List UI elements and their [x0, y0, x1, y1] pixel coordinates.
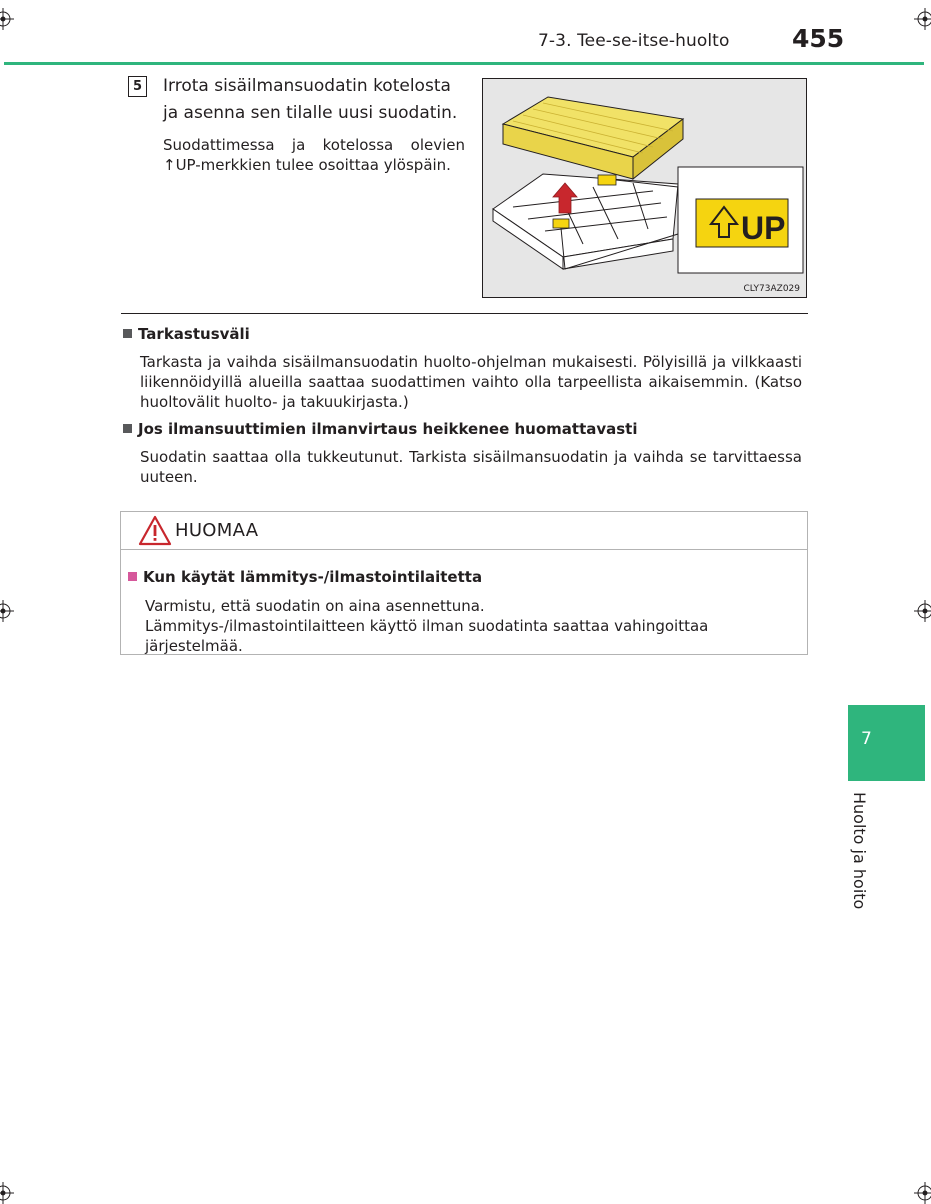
registration-mark-mid-right [914, 600, 931, 622]
bullet-square-icon [128, 572, 137, 581]
up-label: UP [741, 210, 786, 246]
cabin-filter-drawing [483, 79, 807, 298]
notice-heading-text: Kun käytät lämmitys-/ilmastointilaitetta [143, 568, 483, 586]
section-title: 7-3. Tee-se-itse-huolto [538, 31, 730, 51]
step-instruction: Irrota sisäilmansuodatin kotelosta ja asenna sen tilalle uusi suodatin. [163, 76, 458, 123]
registration-mark-mid-left [0, 600, 14, 622]
section-divider [121, 313, 808, 314]
bullet-square-icon [123, 329, 132, 338]
filter-element [503, 97, 683, 185]
filter-housing [493, 174, 678, 269]
notice-body [145, 596, 805, 656]
notice-header-divider [121, 549, 807, 550]
warning-triangle-icon [138, 515, 172, 550]
bullet-square-icon [123, 424, 132, 433]
section-body-airflow: Suodatin saattaa olla tukkeutunut. Tarkista sisäilmansuodatin ja vaihda se tarvittaessa uuteen. [140, 448, 802, 486]
step-note-line-2: ↑UP-merkkien tulee osoittaa ylöspäin. [163, 156, 451, 174]
filter-illustration [482, 78, 807, 298]
step-note [163, 135, 465, 175]
step-number-badge: 5 [128, 76, 147, 97]
notice-title: HUOMAA [175, 520, 259, 541]
notice-line-1: Varmistu, että suodatin on aina asennettuna. [145, 597, 485, 615]
header-rule [4, 62, 924, 65]
page-number: 455 [792, 24, 845, 53]
step-note-line-1: Suodattimessa ja kotelossa olevien [163, 136, 465, 154]
chapter-number: 7 [861, 729, 872, 749]
section-heading-text: Tarkastusväli [138, 325, 250, 343]
section-heading-text: Jos ilmansuuttimien ilmanvirtaus heikkenee huomattavasti [138, 420, 638, 438]
chapter-tab [848, 705, 925, 781]
registration-mark-top-left [0, 8, 14, 30]
section-heading-airflow [123, 420, 638, 438]
section-body-inspection: Tarkasta ja vaihda sisäilmansuodatin huolto-ohjelman mukaisesti. Pölyisillä ja vilkkaasti liikennöidyillä alueilla saattaa suodattimen vaihto olla tarpeellista aikaisemmin. (Katso huoltovälit huolto- ja takuukirjasta.) [140, 353, 802, 411]
notice-box [120, 511, 808, 655]
section-heading-inspection [123, 325, 250, 343]
notice-line-2: Lämmitys-/ilmastointilaitteen käyttö ilman suodatinta saattaa vahingoittaa järjestelmää. [145, 617, 709, 655]
chapter-label: Huolto ja hoito [850, 792, 869, 910]
registration-mark-bottom-left [0, 1182, 14, 1204]
notice-heading [128, 568, 482, 586]
figure-code: CLY73AZ029 [743, 284, 800, 294]
registration-mark-bottom-right [914, 1182, 931, 1204]
registration-mark-top-right [914, 8, 931, 30]
